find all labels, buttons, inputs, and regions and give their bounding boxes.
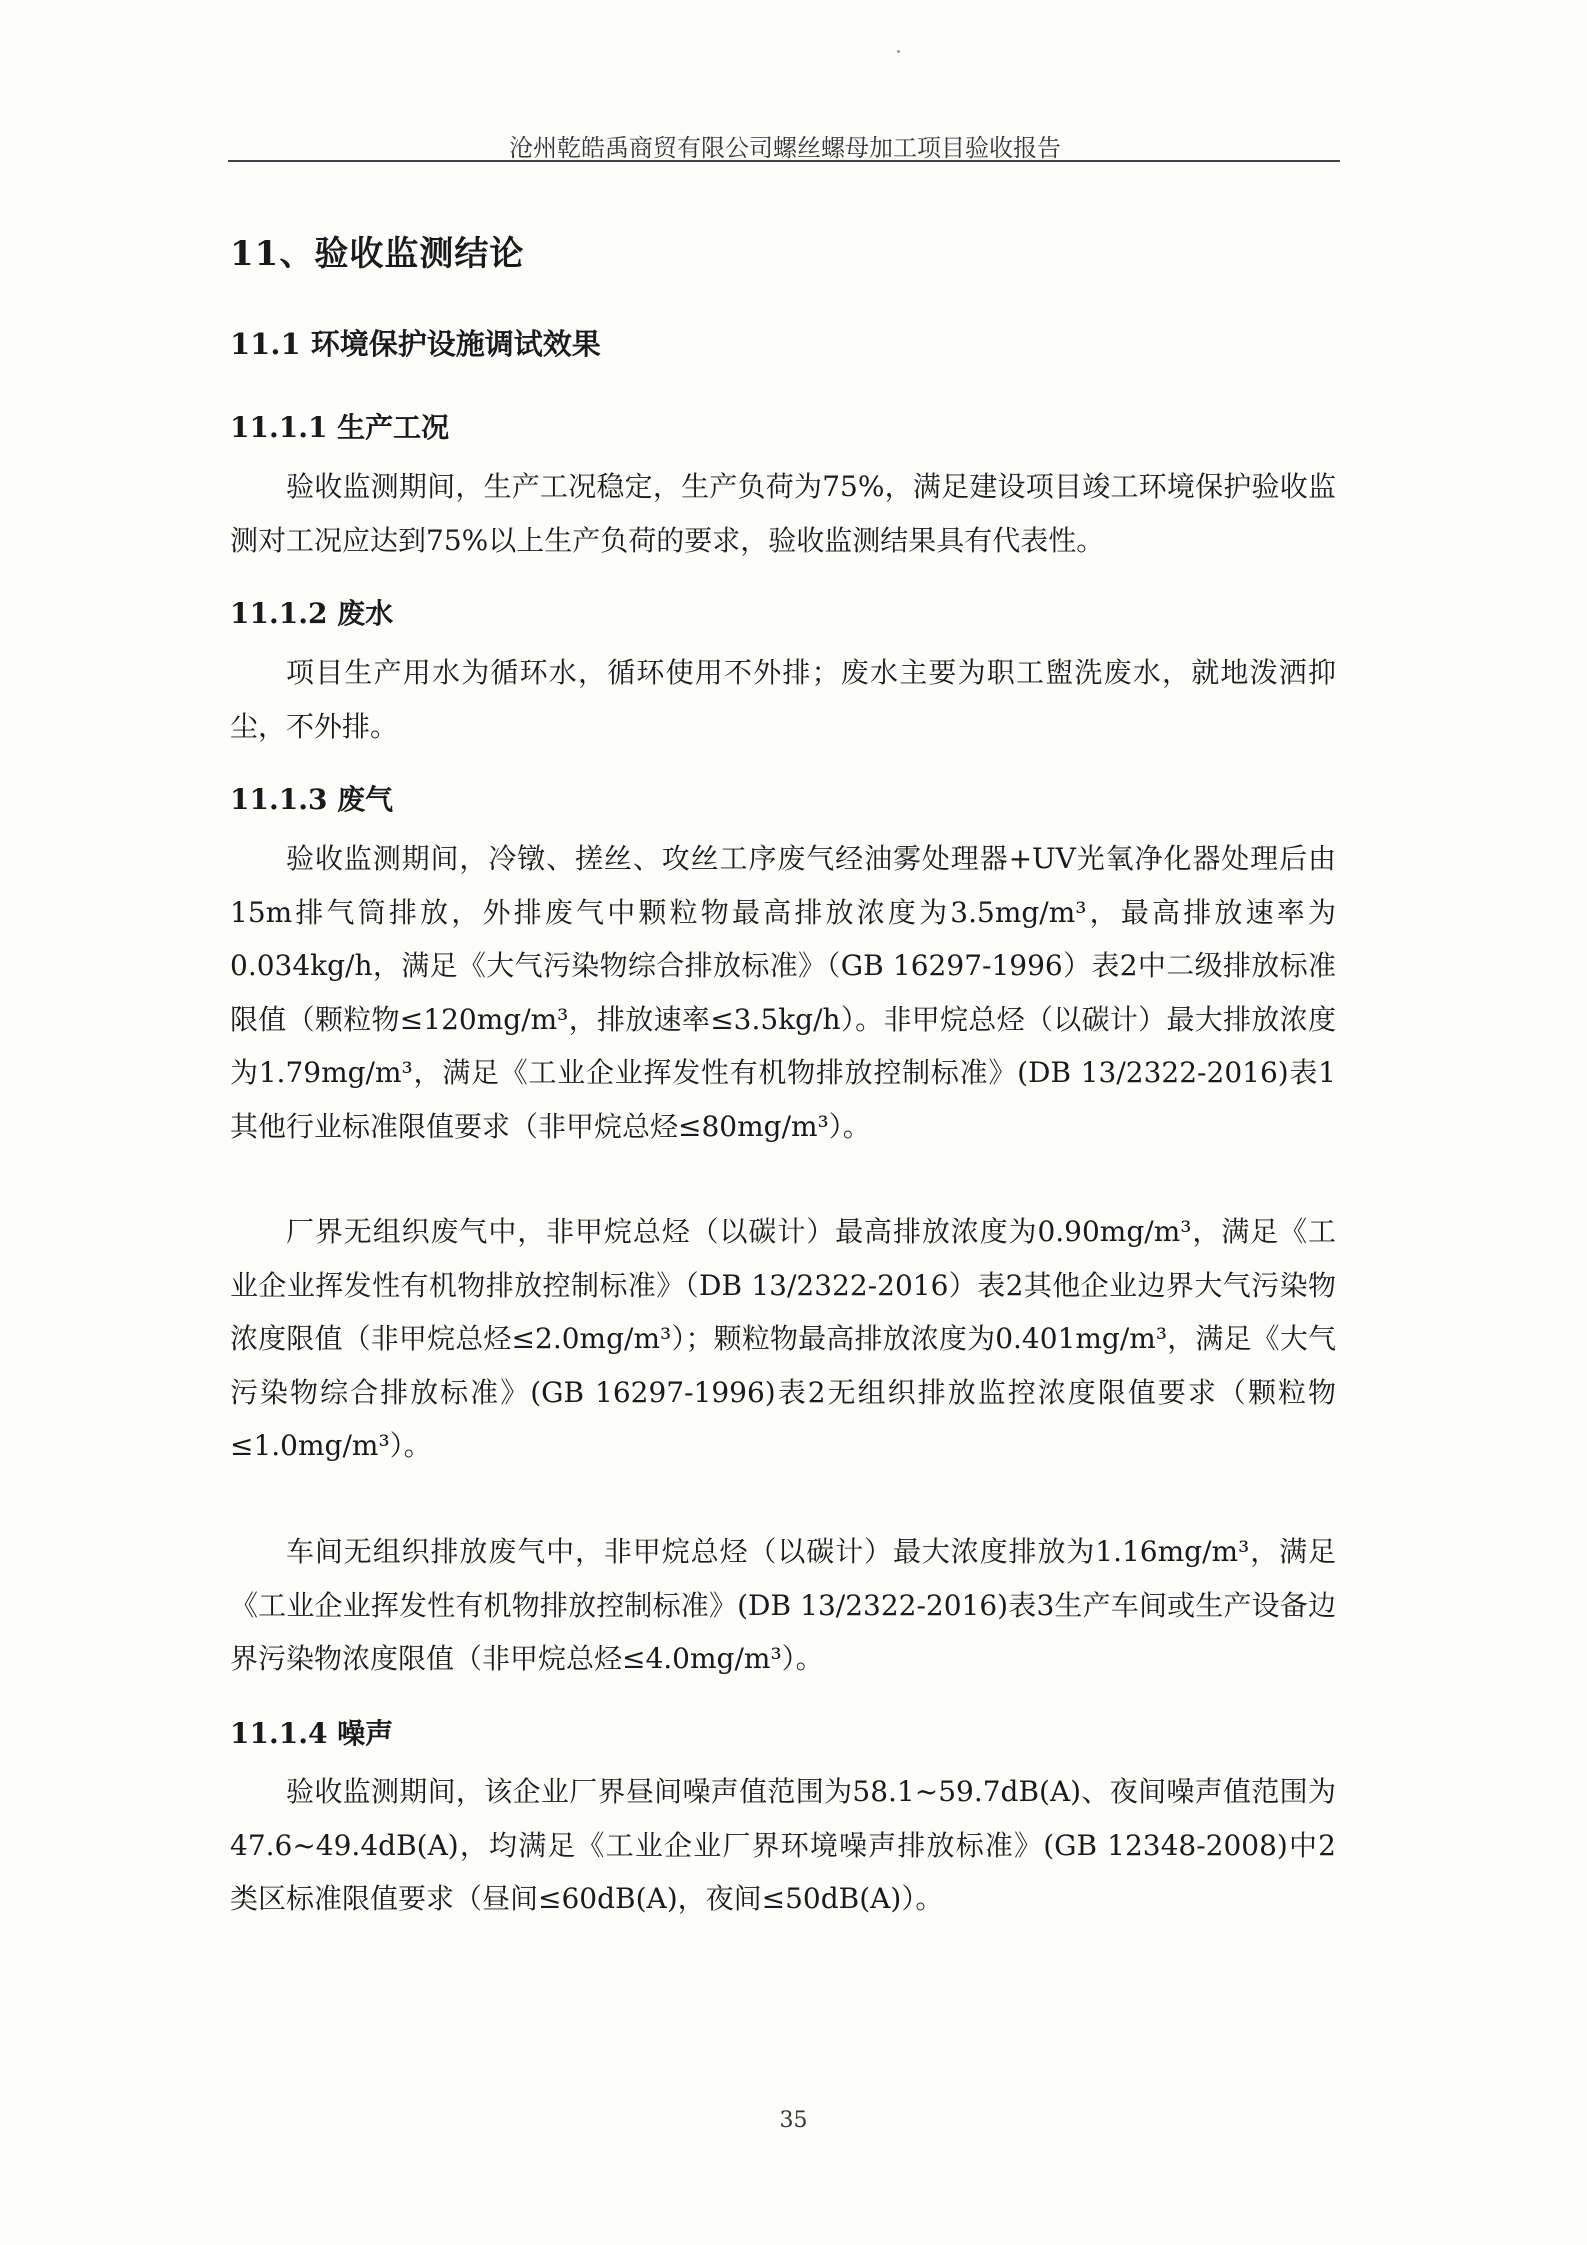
heading-waste-gas: 11.1.3 废气	[230, 783, 394, 816]
paragraph-production-conditions: 验收监测期间，生产工况稳定，生产负荷为75%，满足建设项目竣工环境保护验收监测对工况应达到75%以上生产负荷的要求，验收监测结果具有代表性。	[230, 470, 1336, 557]
paragraph-noise: 验收监测期间，该企业厂界昼间噪声值范围为58.1~59.7dB(A)、夜间噪声值范围为47.6~49.4dB(A)，均满足《工业企业厂界环境噪声排放标准》(GB 12348-2008)中2类区标准限值要求（昼间≤60dB(A)，夜间≤50dB(A)）。	[230, 1775, 1336, 1915]
section-heading: 11、验收监测结论	[230, 234, 525, 274]
heading-noise: 11.1.4 噪声	[230, 1717, 394, 1750]
page-number: 35	[779, 2108, 808, 2133]
scan-speck	[897, 50, 900, 53]
heading-production-conditions: 11.1.1 生产工况	[230, 411, 450, 444]
running-header: 沧州乾皓禹商贸有限公司螺丝螺母加工项目验收报告	[509, 134, 1061, 162]
header-divider	[228, 160, 1340, 162]
paragraph-waste-gas-organized: 验收监测期间，冷镦、搓丝、攻丝工序废气经油雾处理器+UV光氧净化器处理后由15m排气筒排放，外排废气中颗粒物最高排放浓度为3.5mg/m³，最高排放速率为0.034kg/h，满足《大气污染物综合排放标准》（GB 16297-1996）表2中二级排放标准限值（颗粒物≤120mg/m³，排放速率≤3.5kg/h）。非甲烷总烃（以碳计）最大排放浓度为1.79mg/m³，满足《工业企业挥发性有机物排放控制标准》(DB 13/2322-2016)表1其他行业标准限值要求（非甲烷总烃≤80mg/m³）。	[230, 842, 1336, 1143]
subsection-heading: 11.1 环境保护设施调试效果	[230, 327, 601, 361]
paragraph-waste-gas-workshop: 车间无组织排放废气中，非甲烷总烃（以碳计）最大浓度排放为1.16mg/m³，满足《工业企业挥发性有机物排放控制标准》(DB 13/2322-2016)表3生产车间或生产设备边界污染物浓度限值（非甲烷总烃≤4.0mg/m³）。	[230, 1535, 1336, 1675]
paragraph-waste-gas-boundary: 厂界无组织废气中，非甲烷总烃（以碳计）最高排放浓度为0.90mg/m³，满足《工业企业挥发性有机物排放控制标准》（DB 13/2322-2016）表2其他企业边界大气污染物浓度限值（非甲烷总烃≤2.0mg/m³）；颗粒物最高排放浓度为0.401mg/m³，满足《大气污染物综合排放标准》(GB 16297-1996)表2无组织排放监控浓度限值要求（颗粒物≤1.0mg/m³）。	[230, 1215, 1336, 1462]
paragraph-wastewater: 项目生产用水为循环水，循环使用不外排；废水主要为职工盥洗废水，就地泼洒抑尘，不外排。	[230, 656, 1336, 743]
heading-wastewater: 11.1.2 废水	[230, 597, 394, 630]
